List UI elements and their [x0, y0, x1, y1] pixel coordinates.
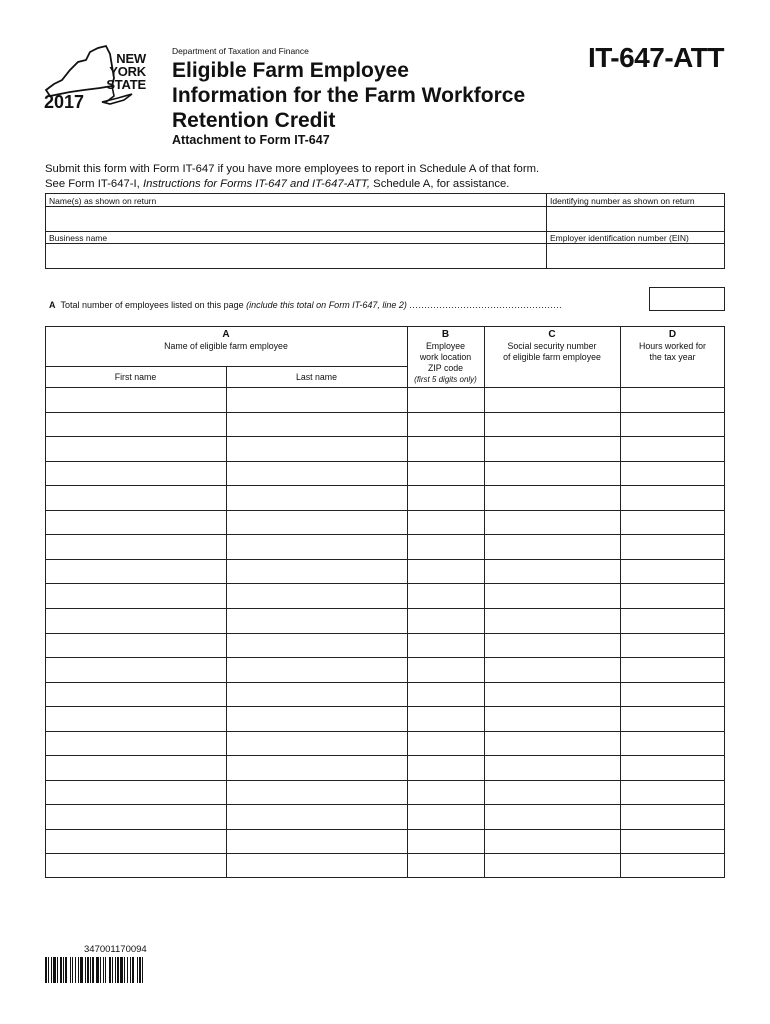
names-field[interactable] [47, 207, 545, 230]
id-number-label: Identifying number as shown on return [550, 196, 695, 206]
barcode-number: 347001170094 [84, 944, 147, 955]
hours-cell[interactable] [621, 609, 725, 633]
hours-cell[interactable] [621, 462, 725, 486]
nys-logo [40, 44, 150, 114]
first-name-cell[interactable] [46, 732, 226, 756]
zip-code-cell[interactable] [408, 437, 484, 461]
first-name-cell[interactable] [46, 805, 226, 829]
last-name-cell[interactable] [227, 756, 407, 780]
zip-code-cell[interactable] [408, 683, 484, 707]
last-name-cell[interactable] [227, 683, 407, 707]
last-name-cell[interactable] [227, 413, 407, 437]
ssn-cell[interactable] [485, 683, 620, 707]
last-name-cell[interactable] [227, 658, 407, 682]
business-name-field[interactable] [47, 244, 545, 269]
zip-code-cell[interactable] [408, 388, 484, 412]
zip-code-cell[interactable] [408, 560, 484, 584]
hours-cell[interactable] [621, 511, 725, 535]
ssn-cell[interactable] [485, 609, 620, 633]
column-c-header: C Social security number of eligible farm employee [503, 329, 601, 362]
last-name-cell[interactable] [227, 486, 407, 510]
zip-code-cell[interactable] [408, 535, 484, 559]
taxpayer-info-box [45, 193, 725, 269]
last-name-cell[interactable] [227, 560, 407, 584]
ssn-cell[interactable] [485, 658, 620, 682]
first-name-cell[interactable] [46, 437, 226, 461]
hours-cell[interactable] [621, 756, 725, 780]
hours-cell[interactable] [621, 658, 725, 682]
ssn-cell[interactable] [485, 781, 620, 805]
last-name-cell[interactable] [227, 634, 407, 658]
ssn-cell[interactable] [485, 462, 620, 486]
ssn-cell[interactable] [485, 511, 620, 535]
last-name-cell[interactable] [227, 437, 407, 461]
ssn-cell[interactable] [485, 486, 620, 510]
zip-code-cell[interactable] [408, 413, 484, 437]
zip-code-cell[interactable] [408, 584, 484, 608]
first-name-cell[interactable] [46, 462, 226, 486]
line-a: A Total number of employees listed on this page (include this total on Form IT-647, line 2) ................................................... [49, 300, 563, 310]
zip-code-cell[interactable] [408, 511, 484, 535]
last-name-cell[interactable] [227, 511, 407, 535]
ssn-cell[interactable] [485, 437, 620, 461]
ssn-cell[interactable] [485, 830, 620, 854]
first-name-cell[interactable] [46, 560, 226, 584]
hours-cell[interactable] [621, 830, 725, 854]
ssn-cell[interactable] [485, 854, 620, 878]
instructions: Submit this form with Form IT-647 if you have more employees to report in Schedule A of that form. See Form IT-647-I, Instructions for Forms IT-647 and IT-647-ATT, Schedule A, for assistance. [45, 163, 540, 190]
hours-cell[interactable] [621, 732, 725, 756]
last-name-cell[interactable] [227, 854, 407, 878]
business-name-label: Business name [49, 233, 108, 243]
first-name-cell[interactable] [46, 511, 226, 535]
ssn-cell[interactable] [485, 584, 620, 608]
hours-cell[interactable] [621, 486, 725, 510]
last-name-cell[interactable] [227, 535, 407, 559]
hours-cell[interactable] [621, 805, 725, 829]
first-name-cell[interactable] [46, 609, 226, 633]
ssn-cell[interactable] [485, 535, 620, 559]
form-number: IT-647-ATT [587, 42, 724, 73]
first-name-header: First name [114, 372, 157, 382]
logo-state-name: NEW YORK STATE [106, 51, 146, 92]
last-name-cell[interactable] [227, 707, 407, 731]
first-name-cell[interactable] [46, 781, 226, 805]
first-name-cell[interactable] [46, 658, 226, 682]
column-d-header: D Hours worked for the tax year [639, 329, 706, 362]
ssn-cell[interactable] [485, 707, 620, 731]
ein-label: Employer identification number (EIN) [550, 233, 689, 243]
zip-code-cell[interactable] [408, 781, 484, 805]
total-employees-field[interactable] [649, 287, 725, 311]
ssn-cell[interactable] [485, 413, 620, 437]
hours-cell[interactable] [621, 683, 725, 707]
hours-cell[interactable] [621, 437, 725, 461]
first-name-cell[interactable] [46, 388, 226, 412]
zip-code-cell[interactable] [408, 854, 484, 878]
zip-code-cell[interactable] [408, 462, 484, 486]
first-name-cell[interactable] [46, 683, 226, 707]
subheader-line [45, 366, 407, 367]
first-name-cell[interactable] [46, 634, 226, 658]
zip-code-cell[interactable] [408, 486, 484, 510]
hours-cell[interactable] [621, 413, 725, 437]
last-name-cell[interactable] [227, 388, 407, 412]
barcode-icon [45, 957, 195, 983]
zip-code-cell[interactable] [408, 609, 484, 633]
last-name-cell[interactable] [227, 732, 407, 756]
first-name-cell[interactable] [46, 707, 226, 731]
form-title: Eligible Farm Employee Information for the Farm Workforce Retention Credit [172, 59, 526, 132]
first-name-cell[interactable] [46, 486, 226, 510]
first-name-cell[interactable] [46, 830, 226, 854]
ssn-cell[interactable] [485, 756, 620, 780]
hours-cell[interactable] [621, 560, 725, 584]
last-name-cell[interactable] [227, 830, 407, 854]
ssn-cell[interactable] [485, 732, 620, 756]
names-label: Name(s) as shown on return [49, 196, 157, 206]
hours-cell[interactable] [621, 584, 725, 608]
first-name-cell[interactable] [46, 535, 226, 559]
last-name-cell[interactable] [227, 584, 407, 608]
department-name: Department of Taxation and Finance [172, 46, 309, 56]
last-name-cell[interactable] [227, 609, 407, 633]
hours-cell[interactable] [621, 388, 725, 412]
employee-table [45, 326, 725, 878]
form-subtitle: Attachment to Form IT-647 [172, 133, 330, 147]
hours-cell[interactable] [621, 781, 725, 805]
first-name-cell[interactable] [46, 756, 226, 780]
ssn-cell[interactable] [485, 805, 620, 829]
id-number-field[interactable] [547, 207, 725, 230]
hours-cell[interactable] [621, 707, 725, 731]
last-name-cell[interactable] [227, 781, 407, 805]
zip-code-cell[interactable] [408, 830, 484, 854]
hours-cell[interactable] [621, 854, 725, 878]
zip-code-cell[interactable] [408, 805, 484, 829]
zip-code-cell[interactable] [408, 732, 484, 756]
column-a-header: A Name of eligible farm employee [164, 329, 288, 351]
last-name-cell[interactable] [227, 805, 407, 829]
zip-code-cell[interactable] [408, 756, 484, 780]
first-name-cell[interactable] [46, 854, 226, 878]
last-name-header: Last name [295, 372, 338, 382]
ssn-cell[interactable] [485, 560, 620, 584]
ein-field[interactable] [547, 244, 725, 269]
hours-cell[interactable] [621, 634, 725, 658]
ssn-cell[interactable] [485, 634, 620, 658]
tax-year: 2017 [44, 92, 85, 112]
zip-code-cell[interactable] [408, 658, 484, 682]
hours-cell[interactable] [621, 535, 725, 559]
first-name-cell[interactable] [46, 584, 226, 608]
table-border [45, 326, 725, 327]
zip-code-cell[interactable] [408, 707, 484, 731]
first-name-cell[interactable] [46, 413, 226, 437]
ssn-cell[interactable] [485, 388, 620, 412]
last-name-cell[interactable] [227, 462, 407, 486]
zip-code-cell[interactable] [408, 634, 484, 658]
column-b-header: B Employee work location ZIP code (first 5 digits only) [414, 329, 477, 384]
